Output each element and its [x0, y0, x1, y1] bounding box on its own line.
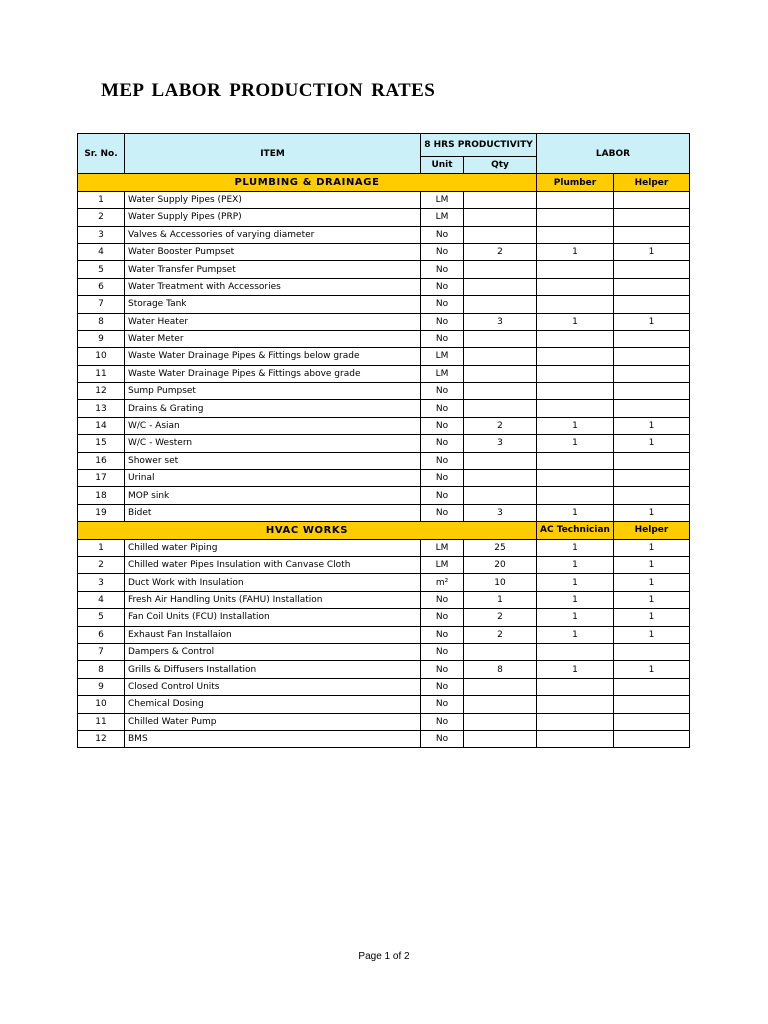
- sr-no-cell: 19: [78, 504, 125, 521]
- table-row: [78, 296, 690, 313]
- labor-1-cell: [537, 452, 614, 469]
- qty-cell: 10: [464, 574, 537, 591]
- production-rates-table: [77, 133, 690, 748]
- qty-cell: [464, 191, 537, 208]
- item-cell: Water Transfer Pumpset: [125, 261, 421, 278]
- labor-2-cell: [614, 330, 690, 347]
- table-row: [78, 556, 690, 573]
- labor-2-cell: [614, 696, 690, 713]
- unit-cell: LM: [421, 348, 464, 365]
- labor-2-cell: [614, 209, 690, 226]
- item-cell: Urinal: [125, 470, 421, 487]
- unit-cell: No: [421, 261, 464, 278]
- unit-cell: No: [421, 226, 464, 243]
- item-cell: Dampers & Control: [125, 643, 421, 660]
- item-cell: Sump Pumpset: [125, 383, 421, 400]
- labor-2-cell: [614, 261, 690, 278]
- unit-cell: No: [421, 470, 464, 487]
- labor-2-cell: 1: [614, 591, 690, 608]
- item-cell: W/C - Asian: [125, 417, 421, 434]
- qty-cell: [464, 209, 537, 226]
- sr-no-cell: 7: [78, 643, 125, 660]
- labor-1-cell: [537, 643, 614, 660]
- item-cell: Water Heater: [125, 313, 421, 330]
- table-row: [78, 626, 690, 643]
- labor-2-cell: 1: [614, 556, 690, 573]
- qty-cell: 2: [464, 626, 537, 643]
- labor-2-cell: 1: [614, 609, 690, 626]
- qty-cell: [464, 452, 537, 469]
- labor-2-cell: [614, 278, 690, 295]
- table-row: [78, 713, 690, 730]
- labor-1-cell: 1: [537, 539, 614, 556]
- unit-cell: LM: [421, 209, 464, 226]
- labor-2-cell: [614, 713, 690, 730]
- labor-2-cell: [614, 226, 690, 243]
- labor-2-cell: [614, 470, 690, 487]
- unit-cell: No: [421, 609, 464, 626]
- page-number: Page 1 of 2: [358, 951, 410, 962]
- item-cell: W/C - Western: [125, 435, 421, 452]
- section-header-row: [78, 174, 690, 191]
- labor-1-cell: [537, 261, 614, 278]
- item-cell: Chilled water Piping: [125, 539, 421, 556]
- unit-cell: No: [421, 487, 464, 504]
- unit-cell: LM: [421, 556, 464, 573]
- item-cell: Grills & Diffusers Installation: [125, 661, 421, 678]
- labor-2-cell: [614, 348, 690, 365]
- table-row: [78, 313, 690, 330]
- labor-2-cell: 1: [614, 243, 690, 260]
- section-title: HVAC WORKS: [78, 522, 537, 539]
- header-productivity: 8 HRS PRODUCTIVITY: [421, 134, 537, 157]
- item-cell: Duct Work with Insulation: [125, 574, 421, 591]
- sr-no-cell: 13: [78, 400, 125, 417]
- table-row: [78, 678, 690, 695]
- qty-cell: [464, 713, 537, 730]
- labor-1-cell: [537, 383, 614, 400]
- sr-no-cell: 11: [78, 365, 125, 382]
- table-row: [78, 539, 690, 556]
- table-row: [78, 661, 690, 678]
- item-cell: Fresh Air Handling Units (FAHU) Installation: [125, 591, 421, 608]
- page-title: MEP LABOR PRODUCTION RATES: [101, 80, 436, 101]
- item-cell: Fan Coil Units (FCU) Installation: [125, 609, 421, 626]
- unit-cell: No: [421, 626, 464, 643]
- sr-no-cell: 9: [78, 330, 125, 347]
- unit-cell: No: [421, 696, 464, 713]
- qty-cell: [464, 330, 537, 347]
- sr-no-cell: 4: [78, 591, 125, 608]
- qty-cell: [464, 678, 537, 695]
- sr-no-cell: 1: [78, 191, 125, 208]
- labor-2-cell: 1: [614, 313, 690, 330]
- header-unit: Unit: [421, 157, 464, 174]
- unit-cell: No: [421, 435, 464, 452]
- unit-cell: No: [421, 383, 464, 400]
- header-sr-no: Sr. No.: [78, 134, 125, 174]
- item-cell: Waste Water Drainage Pipes & Fittings above grade: [125, 365, 421, 382]
- header-row: [78, 134, 690, 157]
- table-row: [78, 417, 690, 434]
- item-cell: Exhaust Fan Installaion: [125, 626, 421, 643]
- table-row: [78, 365, 690, 382]
- qty-cell: [464, 730, 537, 747]
- table-row: [78, 278, 690, 295]
- qty-cell: [464, 470, 537, 487]
- sr-no-cell: 3: [78, 226, 125, 243]
- table-row: [78, 609, 690, 626]
- qty-cell: [464, 643, 537, 660]
- section-header-row: [78, 522, 690, 539]
- labor-2-cell: [614, 383, 690, 400]
- item-cell: Drains & Grating: [125, 400, 421, 417]
- labor-2-cell: [614, 191, 690, 208]
- sr-no-cell: 11: [78, 713, 125, 730]
- sr-no-cell: 2: [78, 556, 125, 573]
- unit-cell: No: [421, 417, 464, 434]
- qty-cell: [464, 400, 537, 417]
- qty-cell: [464, 226, 537, 243]
- labor-1-cell: 1: [537, 313, 614, 330]
- qty-cell: 2: [464, 417, 537, 434]
- unit-cell: No: [421, 504, 464, 521]
- labor-2-cell: [614, 400, 690, 417]
- item-cell: Water Supply Pipes (PRP): [125, 209, 421, 226]
- qty-cell: [464, 296, 537, 313]
- sr-no-cell: 3: [78, 574, 125, 591]
- labor-1-cell: 1: [537, 626, 614, 643]
- unit-cell: No: [421, 400, 464, 417]
- table-row: [78, 574, 690, 591]
- labor-2-cell: [614, 643, 690, 660]
- section-labor-2: Helper: [614, 174, 690, 191]
- sr-no-cell: 5: [78, 609, 125, 626]
- labor-1-cell: 1: [537, 417, 614, 434]
- unit-cell: No: [421, 661, 464, 678]
- sr-no-cell: 9: [78, 678, 125, 695]
- table-row: [78, 504, 690, 521]
- item-cell: Storage Tank: [125, 296, 421, 313]
- labor-2-cell: 1: [614, 574, 690, 591]
- labor-1-cell: [537, 696, 614, 713]
- sr-no-cell: 1: [78, 539, 125, 556]
- labor-2-cell: 1: [614, 435, 690, 452]
- table-row: [78, 261, 690, 278]
- labor-1-cell: [537, 365, 614, 382]
- labor-1-cell: 1: [537, 435, 614, 452]
- section-title: PLUMBING & DRAINAGE: [78, 174, 537, 191]
- item-cell: Water Treatment with Accessories: [125, 278, 421, 295]
- qty-cell: [464, 696, 537, 713]
- table-row: [78, 330, 690, 347]
- sr-no-cell: 10: [78, 348, 125, 365]
- labor-2-cell: [614, 296, 690, 313]
- labor-1-cell: 1: [537, 504, 614, 521]
- sr-no-cell: 15: [78, 435, 125, 452]
- unit-cell: m²: [421, 574, 464, 591]
- labor-1-cell: 1: [537, 574, 614, 591]
- table-row: [78, 243, 690, 260]
- table-row: [78, 191, 690, 208]
- item-cell: Chemical Dosing: [125, 696, 421, 713]
- sr-no-cell: 14: [78, 417, 125, 434]
- table-row: [78, 452, 690, 469]
- unit-cell: No: [421, 643, 464, 660]
- labor-1-cell: [537, 400, 614, 417]
- sr-no-cell: 2: [78, 209, 125, 226]
- labor-1-cell: 1: [537, 243, 614, 260]
- sr-no-cell: 5: [78, 261, 125, 278]
- item-cell: Shower set: [125, 452, 421, 469]
- labor-1-cell: 1: [537, 661, 614, 678]
- qty-cell: [464, 261, 537, 278]
- item-cell: Bidet: [125, 504, 421, 521]
- table-row: [78, 487, 690, 504]
- sr-no-cell: 6: [78, 278, 125, 295]
- sr-no-cell: 6: [78, 626, 125, 643]
- labor-1-cell: [537, 487, 614, 504]
- sr-no-cell: 8: [78, 661, 125, 678]
- labor-1-cell: [537, 296, 614, 313]
- sr-no-cell: 8: [78, 313, 125, 330]
- qty-cell: 1: [464, 591, 537, 608]
- unit-cell: No: [421, 678, 464, 695]
- header-qty: Qty: [464, 157, 537, 174]
- table-row: [78, 591, 690, 608]
- qty-cell: 8: [464, 661, 537, 678]
- labor-1-cell: 1: [537, 609, 614, 626]
- unit-cell: No: [421, 452, 464, 469]
- table-row: [78, 730, 690, 747]
- sr-no-cell: 7: [78, 296, 125, 313]
- table-row: [78, 400, 690, 417]
- unit-cell: No: [421, 296, 464, 313]
- item-cell: BMS: [125, 730, 421, 747]
- unit-cell: No: [421, 313, 464, 330]
- header-item: ITEM: [125, 134, 421, 174]
- labor-1-cell: [537, 730, 614, 747]
- qty-cell: [464, 348, 537, 365]
- qty-cell: 20: [464, 556, 537, 573]
- item-cell: Water Booster Pumpset: [125, 243, 421, 260]
- labor-2-cell: [614, 452, 690, 469]
- table-row: [78, 209, 690, 226]
- unit-cell: No: [421, 330, 464, 347]
- sr-no-cell: 12: [78, 730, 125, 747]
- qty-cell: [464, 365, 537, 382]
- labor-1-cell: 1: [537, 556, 614, 573]
- labor-2-cell: [614, 487, 690, 504]
- unit-cell: LM: [421, 539, 464, 556]
- qty-cell: [464, 383, 537, 400]
- sr-no-cell: 12: [78, 383, 125, 400]
- labor-1-cell: [537, 713, 614, 730]
- labor-1-cell: [537, 348, 614, 365]
- labor-2-cell: 1: [614, 504, 690, 521]
- item-cell: Water Meter: [125, 330, 421, 347]
- labor-2-cell: 1: [614, 539, 690, 556]
- item-cell: Chilled Water Pump: [125, 713, 421, 730]
- item-cell: Closed Control Units: [125, 678, 421, 695]
- unit-cell: LM: [421, 365, 464, 382]
- qty-cell: 3: [464, 313, 537, 330]
- sr-no-cell: 16: [78, 452, 125, 469]
- qty-cell: 2: [464, 243, 537, 260]
- table-row: [78, 383, 690, 400]
- item-cell: MOP sink: [125, 487, 421, 504]
- labor-2-cell: [614, 365, 690, 382]
- section-labor-2: Helper: [614, 522, 690, 539]
- sr-no-cell: 18: [78, 487, 125, 504]
- labor-1-cell: [537, 209, 614, 226]
- sr-no-cell: 4: [78, 243, 125, 260]
- table-row: [78, 348, 690, 365]
- unit-cell: No: [421, 730, 464, 747]
- unit-cell: No: [421, 243, 464, 260]
- labor-2-cell: [614, 730, 690, 747]
- item-cell: Chilled water Pipes Insulation with Canvase Cloth: [125, 556, 421, 573]
- table-row: [78, 226, 690, 243]
- qty-cell: 3: [464, 504, 537, 521]
- labor-2-cell: 1: [614, 661, 690, 678]
- section-labor-1: Plumber: [537, 174, 614, 191]
- section-labor-1: AC Technician: [537, 522, 614, 539]
- labor-1-cell: [537, 278, 614, 295]
- labor-2-cell: [614, 678, 690, 695]
- qty-cell: 3: [464, 435, 537, 452]
- table-row: [78, 435, 690, 452]
- labor-1-cell: [537, 226, 614, 243]
- item-cell: Water Supply Pipes (PEX): [125, 191, 421, 208]
- labor-1-cell: [537, 330, 614, 347]
- labor-1-cell: [537, 678, 614, 695]
- qty-cell: [464, 278, 537, 295]
- unit-cell: No: [421, 591, 464, 608]
- item-cell: Valves & Accessories of varying diameter: [125, 226, 421, 243]
- unit-cell: No: [421, 278, 464, 295]
- qty-cell: 2: [464, 609, 537, 626]
- qty-cell: 25: [464, 539, 537, 556]
- unit-cell: LM: [421, 191, 464, 208]
- labor-2-cell: 1: [614, 417, 690, 434]
- labor-1-cell: 1: [537, 591, 614, 608]
- qty-cell: [464, 487, 537, 504]
- table-row: [78, 643, 690, 660]
- sr-no-cell: 10: [78, 696, 125, 713]
- unit-cell: No: [421, 713, 464, 730]
- labor-1-cell: [537, 470, 614, 487]
- labor-1-cell: [537, 191, 614, 208]
- table-row: [78, 470, 690, 487]
- item-cell: Waste Water Drainage Pipes & Fittings below grade: [125, 348, 421, 365]
- header-labor: LABOR: [537, 134, 690, 174]
- labor-2-cell: 1: [614, 626, 690, 643]
- table-row: [78, 696, 690, 713]
- sr-no-cell: 17: [78, 470, 125, 487]
